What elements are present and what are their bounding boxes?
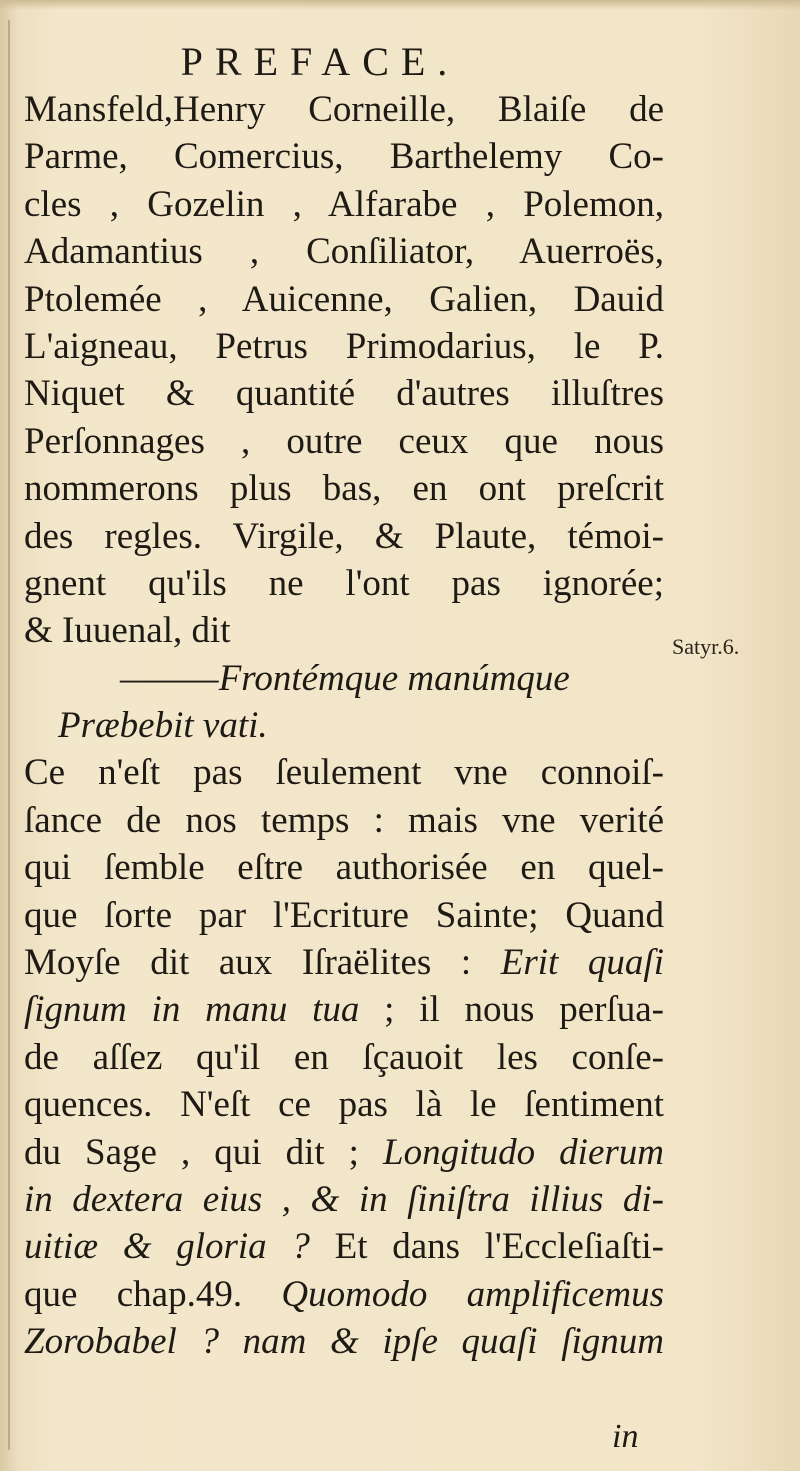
latin-segment: Quomodo amplificemus <box>281 1273 664 1315</box>
text-line: Mansfeld,Henry Corneille, Blaiſe de <box>24 89 664 130</box>
text-segment: Moyſe dit aux Iſraëlites : <box>24 942 501 984</box>
latin-segment: Erit quaſi <box>500 942 664 984</box>
body-text <box>24 86 664 1366</box>
text-line: nommerons plus bas, en ont preſcrit <box>24 468 664 510</box>
text-segment: que chap.49. <box>24 1273 282 1315</box>
text-segment: Et dans l'Eccleſiaſti- <box>309 1226 664 1268</box>
text-line: qui ſemble eſtre authorisée en quel- <box>24 847 664 889</box>
latin-segment: Longitudo dierum <box>383 1131 664 1173</box>
text-line: de aſſez qu'il en ſçauoit les conſe- <box>24 1036 664 1078</box>
text-line <box>24 986 664 1033</box>
text-line: que ſorte par l'Ecriture Sainte; Quand <box>24 894 664 936</box>
gutter-edge <box>8 20 10 1450</box>
text-line: gnent qu'ils ne l'ont pas ignorée; <box>24 562 664 604</box>
text-line: Adamantius , Conſiliator, Auerroës, <box>24 231 664 273</box>
text-line <box>24 1223 664 1270</box>
text-segment: ; il nous perſua- <box>359 989 664 1031</box>
latin-segment: uitiæ & gloria ? <box>24 1226 310 1268</box>
text-line: & Iuuenal, dit <box>24 610 231 652</box>
latin-segment: ſignum in manu tua <box>24 989 360 1031</box>
latin-quote-line: Præbebit vati. <box>58 705 268 747</box>
latin-quote-line: ———Frontémque manúmque <box>120 657 570 699</box>
text-line: Ce n'eſt pas ſeulement vne connoiſ- <box>24 752 664 794</box>
text-line: quences. N'eſt ce pas là le ſentiment <box>24 1084 664 1126</box>
text-line: Perſonnages , outre ceux que nous <box>24 420 664 462</box>
margin-note: Satyr.6. <box>672 634 740 659</box>
latin-line: in dextera eius , & in ſiniſtra illius di- <box>24 1178 664 1220</box>
text-line <box>24 939 664 986</box>
text-line <box>24 1271 664 1318</box>
text-line <box>24 1129 664 1176</box>
text-line: L'aigneau, Petrus Primodarius, le P. <box>24 325 664 367</box>
text-line: ſance de nos temps : mais vne verité <box>24 799 664 841</box>
text-line: Ptolemée , Auicenne, Galien, Dauid <box>24 278 664 320</box>
catchword: in <box>612 1418 639 1455</box>
running-head: PREFACE. <box>180 39 460 84</box>
text-line: cles , Gozelin , Alfarabe , Polemon, <box>24 183 664 225</box>
text-line: Parme, Comercius, Barthelemy Co- <box>24 136 664 178</box>
latin-line: Zorobabel ? nam & ipſe quaſi ſignum <box>24 1321 664 1363</box>
text-line: des regles. Virgile, & Plaute, témoi- <box>24 515 664 557</box>
page-top-shadow <box>0 0 800 10</box>
text-segment: du Sage , qui dit ; <box>24 1131 383 1173</box>
text-line: Niquet & quantité d'autres illuſtres <box>24 373 664 415</box>
